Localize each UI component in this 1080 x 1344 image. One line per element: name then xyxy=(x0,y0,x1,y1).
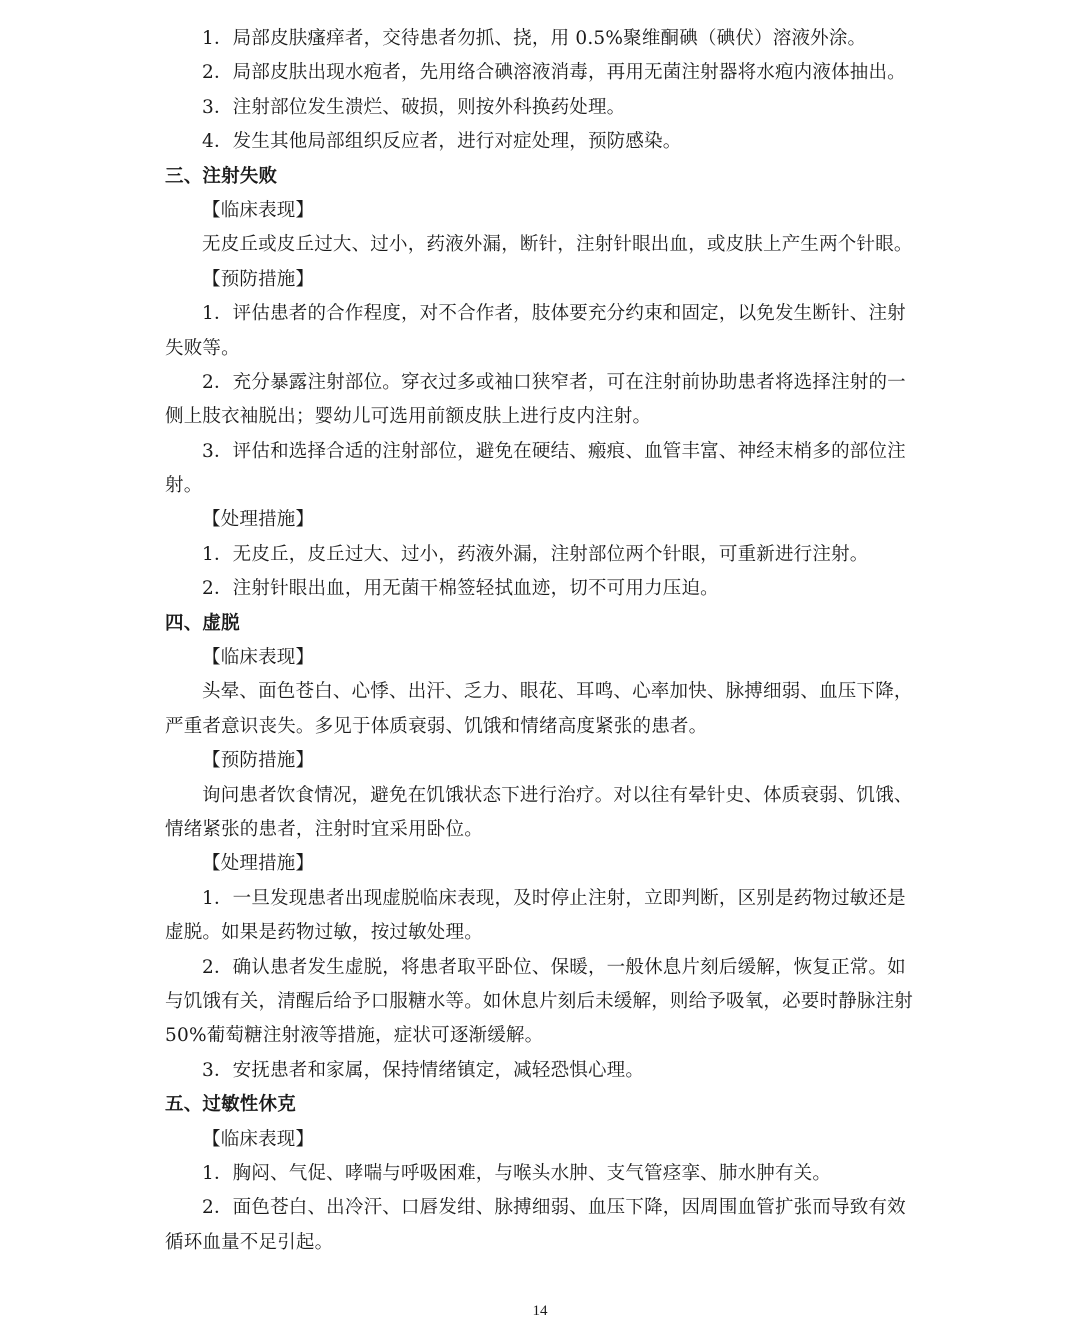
paragraph-line: 50%葡萄糖注射液等措施，症状可逐渐缓解。 xyxy=(165,1025,544,1047)
paragraph-line: 循环血量不足引起。 xyxy=(165,1231,334,1253)
subsection-label: 【临床表现】 xyxy=(202,647,315,669)
paragraph-line: 与饥饿有关，清醒后给予口服糖水等。如休息片刻后未缓解，则给予吸氧，必要时静脉注射 xyxy=(165,990,914,1012)
section-heading: 五、过敏性休克 xyxy=(165,1094,296,1116)
subsection-label: 【处理措施】 xyxy=(202,853,315,875)
paragraph-line: 1．局部皮肤瘙痒者，交待患者勿抓、挠，用 0.5%聚维酮碘（碘伏）溶液外涂。 xyxy=(202,28,867,49)
subsection-label: 【预防措施】 xyxy=(202,750,315,772)
section-heading: 四、虚脱 xyxy=(165,612,240,634)
paragraph-line: 1．无皮丘，皮丘过大、过小，药液外漏，注射部位两个针眼，可重新进行注射。 xyxy=(202,543,869,565)
paragraph-line: 1．胸闷、气促、哮喘与呼吸困难，与喉头水肿、支气管痉挛、肺水肿有关。 xyxy=(202,1162,832,1184)
paragraph-line: 头晕、面色苍白、心悸、出汗、乏力、眼花、耳鸣、心率加快、脉搏细弱、血压下降， xyxy=(202,681,913,703)
paragraph-line: 4．发生其他局部组织反应者，进行对症处理，预防感染。 xyxy=(202,131,682,153)
paragraph-line: 2．注射针眼出血，用无菌干棉签轻拭血迹，切不可用力压迫。 xyxy=(202,578,719,600)
paragraph-line: 1．一旦发现患者出现虚脱临床表现，及时停止注射，立即判断，区别是药物过敏还是 xyxy=(202,887,906,909)
paragraph-line: 无皮丘或皮丘过大、过小，药液外漏，断针，注射针眼出血，或皮肤上产生两个针眼。 xyxy=(202,234,913,256)
subsection-label: 【处理措施】 xyxy=(202,509,315,531)
paragraph-line: 侧上肢衣袖脱出；婴幼儿可选用前额皮肤上进行皮内注射。 xyxy=(165,406,652,428)
paragraph-line: 2．局部皮肤出现水疱者，先用络合碘溶液消毒，再用无菌注射器将水疱内液体抽出。 xyxy=(202,62,906,84)
subsection-label: 【临床表现】 xyxy=(202,199,315,221)
paragraph-line: 3．注射部位发生溃烂、破损，则按外科换药处理。 xyxy=(202,96,626,118)
page-number: 14 xyxy=(532,1303,548,1319)
subsection-label: 【预防措施】 xyxy=(202,268,315,290)
paragraph-line: 失败等。 xyxy=(165,337,240,359)
paragraph-line: 1．评估患者的合作程度，对不合作者，肢体要充分约束和固定，以免发生断针、注射 xyxy=(202,303,906,325)
paragraph-line: 虚脱。如果是药物过敏，按过敏处理。 xyxy=(165,922,483,944)
paragraph-line: 2．充分暴露注射部位。穿衣过多或袖口狭窄者，可在注射前协助患者将选择注射的一 xyxy=(202,371,906,393)
paragraph-line: 情绪紧张的患者，注射时宜采用卧位。 xyxy=(165,818,483,840)
section-heading: 三、注射失败 xyxy=(165,165,278,187)
paragraph-line: 询问患者饮食情况，避免在饥饿状态下进行治疗。对以往有晕针史、体质衰弱、饥饿、 xyxy=(202,784,913,806)
paragraph-line: 2．面色苍白、出冷汗、口唇发绀、脉搏细弱、血压下降，因周围血管扩张而导致有效 xyxy=(202,1197,906,1219)
paragraph-line: 严重者意识丧失。多见于体质衰弱、饥饿和情绪高度紧张的患者。 xyxy=(165,715,708,737)
paragraph-line: 2．确认患者发生虚脱，将患者取平卧位、保暖，一般休息片刻后缓解，恢复正常。如 xyxy=(202,956,906,978)
paragraph-line: 3．安抚患者和家属，保持情绪镇定，减轻恐惧心理。 xyxy=(202,1059,645,1081)
paragraph-line: 射。 xyxy=(165,475,203,497)
subsection-label: 【临床表现】 xyxy=(202,1128,315,1150)
paragraph-line: 3．评估和选择合适的注射部位，避免在硬结、瘢痕、血管丰富、神经末梢多的部位注 xyxy=(202,440,906,462)
document-page xyxy=(165,22,920,1260)
